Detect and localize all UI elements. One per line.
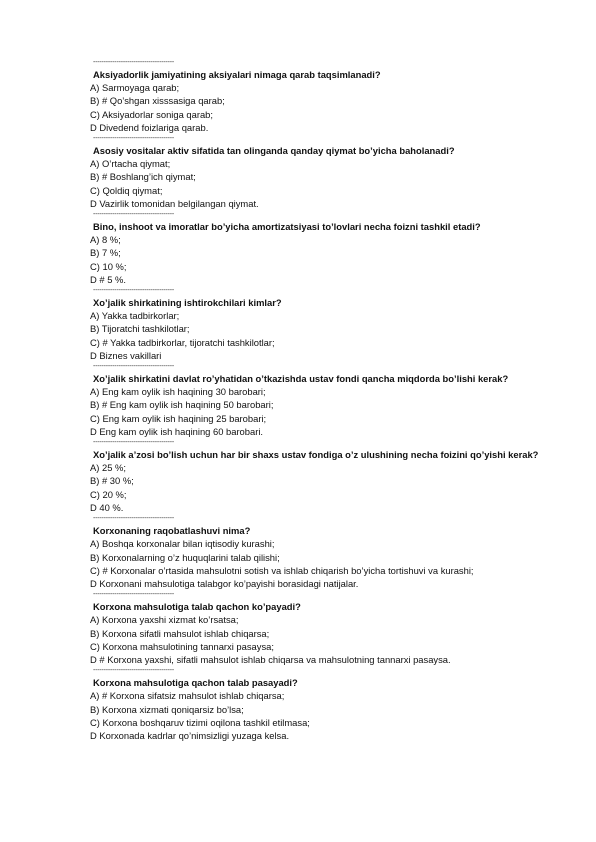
answer-option: A) Boshqa korxonalar bilan iqtisodiy kurashi;	[90, 538, 275, 550]
separator-line: --------------------------------------	[93, 59, 174, 66]
question-text: Asosiy vositalar aktiv sifatida tan olinganda qanday qiymat bo’yicha baholanadi?	[93, 145, 455, 157]
answer-option: D Korxonada kadrlar qo’nimsizligi yuzaga kelsa.	[90, 729, 290, 741]
answer-option: C) Qoldiq qiymat;	[90, 184, 163, 196]
answer-option: B) # 30 %;	[90, 475, 134, 487]
separator-line: --------------------------------------	[93, 591, 174, 599]
question-text: Xo’jalik shirkatini davlat ro’yhatidan o’tkazishda ustav fondi qancha miqdorda bo’lishi kerak?	[93, 373, 509, 385]
question-block	[90, 438, 576, 514]
separator-line: --------------------------------------	[93, 439, 174, 447]
answer-option: A) 8 %;	[90, 234, 121, 246]
answer-option: C) 10 %;	[90, 260, 127, 272]
question-text: Korxona mahsulotiga talab qachon ko’payadi?	[93, 601, 301, 613]
answer-option: C) Aksiyadorlar soniga qarab;	[90, 108, 213, 120]
answer-option: C) Korxona mahsulotining tannarxi pasaysa;	[90, 640, 274, 652]
question-text: Aksiyadorlik jamiyatining aksiyalari nimaga qarab taqsimlanadi?	[93, 69, 381, 80]
answer-option: D Korxonani mahsulotiga talabgor ko’payishi borasidagi natijalar.	[90, 577, 359, 589]
answer-option: D Biznes vakillari	[90, 349, 162, 361]
question-block	[90, 362, 576, 438]
answer-option: C) # Yakka tadbirkorlar, tijoratchi tashkilotlar;	[90, 336, 275, 348]
separator-line: --------------------------------------	[93, 667, 174, 675]
question-text: Korxonaning raqobatlashuvi nima?	[93, 525, 251, 537]
question-text: Bino, inshoot va imoratlar bo’yicha amortizatsiyasi to’lovlari necha foizni tashkil etadi?	[93, 221, 481, 233]
separator-line: --------------------------------------	[93, 135, 174, 143]
separator-line: --------------------------------------	[93, 211, 174, 219]
answer-option: C) Eng kam oylik ish haqining 25 barobari;	[90, 412, 267, 424]
answer-option: B) # Qo’shgan xisssasiga qarab;	[90, 95, 225, 107]
question-text: Xo’jalik shirkatining ishtirokchilari kimlar?	[93, 297, 282, 309]
separator-line: --------------------------------------	[93, 363, 174, 371]
answer-option: B) Tijoratchi tashkilotlar;	[90, 323, 190, 335]
answer-option: A) O’rtacha qiymat;	[90, 158, 171, 170]
answer-option: D Divedend foizlariga qarab.	[90, 121, 209, 133]
question-block	[90, 286, 576, 362]
answer-option: A) Korxona yaxshi xizmat ko’rsatsa;	[90, 614, 239, 626]
separator-line: --------------------------------------	[93, 287, 174, 295]
answer-option: B) Korxonalarning o’z huquqlarini talab qilishi;	[90, 551, 280, 563]
answer-option: B) # Eng kam oylik ish haqining 50 barobari;	[90, 399, 274, 411]
answer-option: A) 25 %;	[90, 462, 126, 474]
answer-option: C) # Korxonalar o’rtasida mahsulotni sotish va ishlab chiqarish bo’yicha tortishuvi va kurashi;	[90, 564, 474, 576]
answer-option: D 40 %.	[90, 501, 124, 513]
question-block	[90, 514, 576, 590]
answer-option: D Eng kam oylik ish haqining 60 barobari.	[90, 425, 264, 437]
answer-option: D # 5 %.	[90, 273, 126, 285]
answer-option: A) Yakka tadbirkorlar;	[90, 310, 180, 322]
answer-option: B) 7 %;	[90, 247, 121, 259]
question-text: Xo’jalik a’zosi bo’lish uchun har bir shaxs ustav fondiga o’z ulushining necha foizini qo’yishi kerak?	[93, 449, 539, 461]
question-block	[90, 590, 576, 666]
answer-option: B) Korxona xizmati qoniqarsiz bo’lsa;	[90, 703, 244, 715]
question-block	[90, 210, 576, 286]
answer-option: B) Korxona sifatli mahsulot ishlab chiqarsa;	[90, 627, 270, 639]
question-block	[90, 58, 576, 134]
answer-option: A) Sarmoyaga qarab;	[90, 82, 180, 94]
question-block	[90, 666, 576, 742]
answer-option: A) # Korxona sifatsiz mahsulot ishlab chiqarsa;	[90, 690, 285, 702]
separator-line: --------------------------------------	[93, 515, 174, 523]
answer-option: D # Korxona yaxshi, sifatli mahsulot ishlab chiqarsa va mahsulotning tannarxi pasaysa.	[90, 653, 451, 665]
answer-option: C) Korxona boshqaruv tizimi oqilona tashkil etilmasa;	[90, 716, 310, 728]
answer-option: D Vazirlik tomonidan belgilangan qiymat.	[90, 197, 259, 209]
answer-option: A) Eng kam oylik ish haqining 30 barobari;	[90, 386, 266, 398]
answer-option: C) 20 %;	[90, 488, 127, 500]
question-block	[90, 134, 576, 210]
answer-option: B) # Boshlang’ich qiymat;	[90, 171, 196, 183]
question-text: Korxona mahsulotiga qachon talab pasayadi?	[93, 677, 298, 689]
